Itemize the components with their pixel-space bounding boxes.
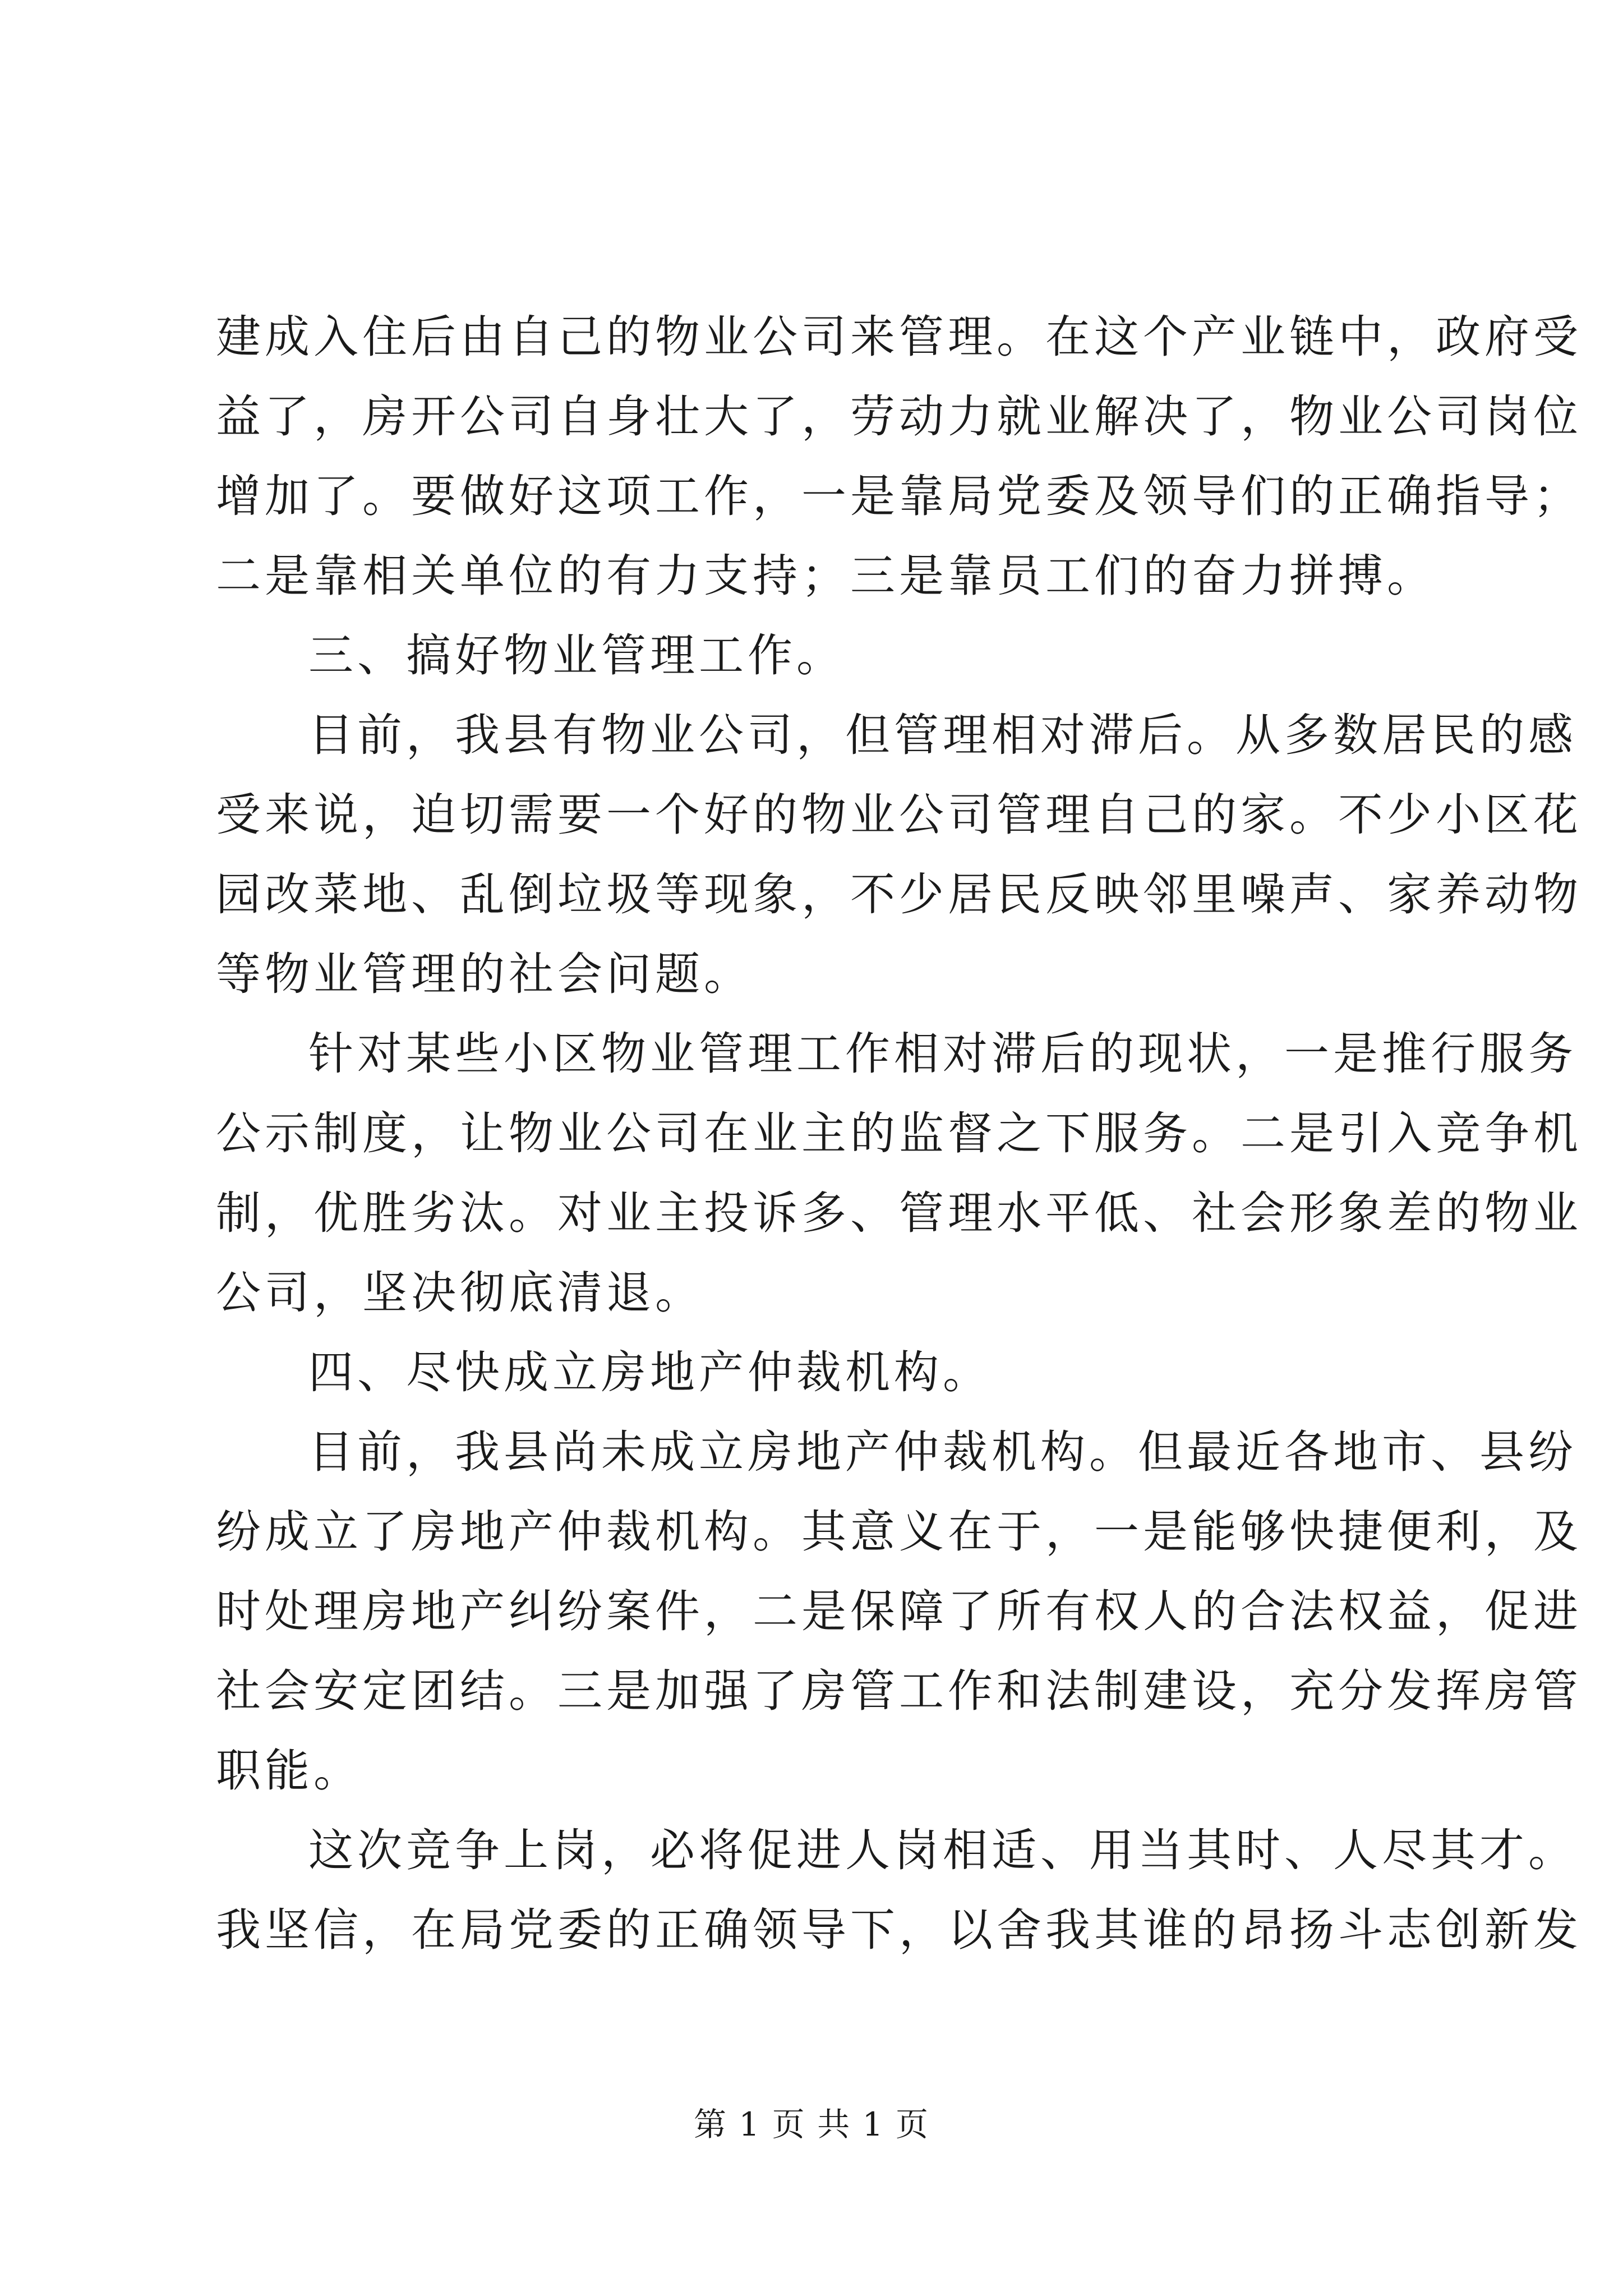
text-line: 三、搞好物业管理工作。	[308, 629, 845, 682]
text-line: 增加了。要做好这项工作，一是靠局党委及领导们的正确指导；	[216, 470, 1582, 522]
text-line: 二是靠相关单位的有力支持；三是靠员工们的奋力拼搏。	[216, 550, 1436, 602]
text-line: 建成入住后由自己的物业公司来管理。在这个产业链中，政府受	[216, 311, 1582, 363]
text-line: 目前，我县有物业公司，但管理相对滞后。从多数居民的感	[308, 709, 1577, 761]
text-line: 针对某些小区物业管理工作相对滞后的现状，一是推行服务	[308, 1028, 1577, 1080]
text-line: 公司，坚决彻底清退。	[216, 1267, 704, 1319]
text-line: 我坚信，在局党委的正确领导下，以舍我其谁的昂扬斗志创新发	[216, 1904, 1582, 1956]
text-line: 这次竞争上岗，必将促进人岗相适、用当其时、人尽其才。	[308, 1824, 1577, 1876]
text-line: 制，优胜劣汰。对业主投诉多、管理水平低、社会形象差的物业	[216, 1187, 1582, 1239]
text-line: 四、尽快成立房地产仲裁机构。	[308, 1346, 992, 1398]
text-line: 时处理房地产纠纷案件，二是保障了所有权人的合法权益，促进	[216, 1585, 1582, 1637]
text-line: 受来说，迫切需要一个好的物业公司管理自己的家。不少小区花	[216, 789, 1582, 841]
text-line: 公示制度，让物业公司在业主的监督之下服务。二是引入竞争机	[216, 1107, 1582, 1159]
text-line: 目前，我县尚未成立房地产仲裁机构。但最近各地市、县纷	[308, 1426, 1577, 1478]
text-line: 等物业管理的社会问题。	[216, 948, 753, 1000]
text-line: 益了，房开公司自身壮大了，劳动力就业解决了，物业公司岗位	[216, 390, 1582, 443]
text-line: 社会安定团结。三是加强了房管工作和法制建设，充分发挥房管	[216, 1665, 1582, 1717]
document-body	[216, 297, 1582, 1970]
page-footer: 第 1 页 共 1 页	[694, 2105, 929, 2143]
text-line: 园改菜地、乱倒垃圾等现象，不少居民反映邻里噪声、家养动物	[216, 868, 1582, 921]
text-line: 纷成立了房地产仲裁机构。其意义在于，一是能够快捷便利，及	[216, 1506, 1582, 1558]
text-line: 职能。	[216, 1745, 362, 1797]
